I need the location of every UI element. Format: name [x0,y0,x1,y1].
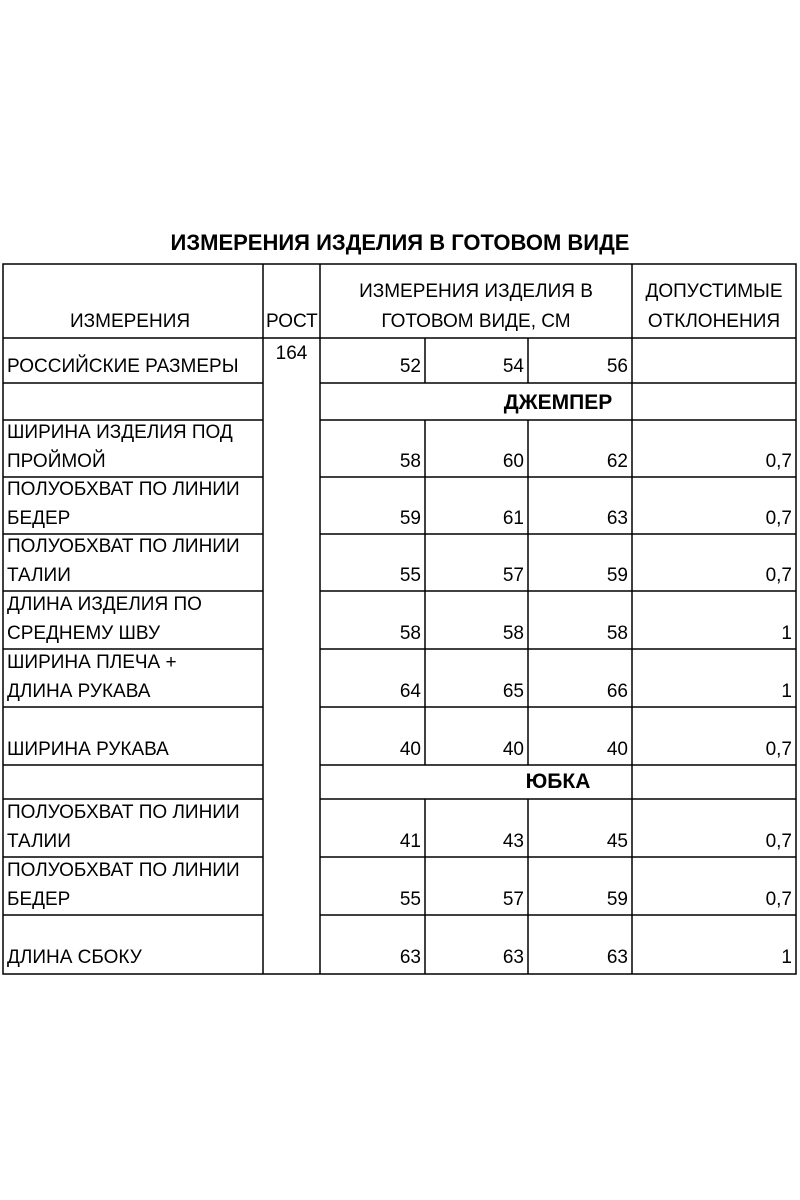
value-size-56: 63 [606,947,628,968]
header-measure: ИЗМЕРЕНИЯ [70,311,191,332]
row-label-line2: ПРОЙМОЙ [7,451,106,472]
row-label-line1: ДЛИНА ИЗДЕЛИЯ ПО [7,594,202,615]
value-size-52: 55 [399,889,421,910]
row-label-line1: ПОЛУОБХВАТ ПО ЛИНИИ [7,479,240,500]
sizes-row-label: РОССИЙСКИЕ РАЗМЕРЫ [7,356,239,377]
value-size-56: 59 [606,889,628,910]
value-size-56: 66 [606,681,628,702]
header-tolerance-line1: ДОПУСТИМЫЕ [645,281,783,302]
value-tolerance: 0,7 [765,508,792,529]
row-label-line2: СРЕДНЕМУ ШВУ [7,623,161,644]
row-label-line2: БЕДЕР [7,508,71,529]
row-label-line2: ТАЛИИ [7,831,71,852]
value-size-54: 58 [502,623,524,644]
size-54: 54 [502,356,524,377]
value-tolerance: 1 [781,947,792,968]
value-size-54: 57 [502,889,524,910]
value-size-54: 65 [502,681,524,702]
value-tolerance: 0,7 [765,889,792,910]
value-size-52: 41 [399,831,421,852]
row-label-line2: БЕДЕР [7,889,71,910]
value-size-54: 43 [502,831,524,852]
row-label-line2: ДЛИНА СБОКУ [7,947,142,968]
value-size-52: 63 [399,947,421,968]
value-size-56: 59 [606,565,628,586]
row-label-line2: ШИРИНА РУКАВА [7,739,169,760]
size-56: 56 [606,356,628,377]
value-size-54: 61 [502,508,524,529]
value-size-56: 62 [606,451,628,472]
header-sizes-line1: ИЗМЕРЕНИЯ ИЗДЕЛИЯ В [359,281,593,302]
value-size-52: 59 [399,508,421,529]
value-tolerance: 0,7 [765,739,792,760]
page-title: ИЗМЕРЕНИЯ ИЗДЕЛИЯ В ГОТОВОМ ВИДЕ [170,230,630,255]
value-size-52: 55 [399,565,421,586]
value-size-52: 58 [399,451,421,472]
value-size-54: 63 [502,947,524,968]
value-size-52: 64 [399,681,421,702]
value-tolerance: 0,7 [765,565,792,586]
value-size-56: 40 [606,739,628,760]
header-tolerance-line2: ОТКЛОНЕНИЯ [647,311,781,332]
value-tolerance: 1 [781,623,792,644]
header-height: РОСТ [266,311,318,332]
value-size-56: 45 [606,831,628,852]
value-size-56: 63 [606,508,628,529]
row-label-line1: ПОЛУОБХВАТ ПО ЛИНИИ [7,860,240,881]
value-size-54: 57 [502,565,524,586]
section-jumper-label: ДЖЕМПЕР [503,391,613,414]
value-tolerance: 0,7 [765,831,792,852]
value-size-56: 58 [606,623,628,644]
row-label-line1: ШИРИНА ПЛЕЧА + [7,652,177,673]
row-label-line1: ПОЛУОБХВАТ ПО ЛИНИИ [7,802,240,823]
row-label-line2: ТАЛИИ [7,565,71,586]
value-size-54: 60 [502,451,524,472]
value-tolerance: 0,7 [765,451,792,472]
value-size-54: 40 [502,739,524,760]
value-size-52: 40 [399,739,421,760]
header-sizes-line2: ГОТОВОМ ВИДЕ, СМ [381,311,571,332]
size-52: 52 [399,356,421,377]
section-skirt-label: ЮБКА [525,770,591,793]
value-tolerance: 1 [781,681,792,702]
row-label-line2: ДЛИНА РУКАВА [7,681,151,702]
row-label-line1: ПОЛУОБХВАТ ПО ЛИНИИ [7,536,240,557]
value-size-52: 58 [399,623,421,644]
row-label-line1: ШИРИНА ИЗДЕЛИЯ ПОД [7,422,233,443]
height-value: 164 [275,343,308,364]
